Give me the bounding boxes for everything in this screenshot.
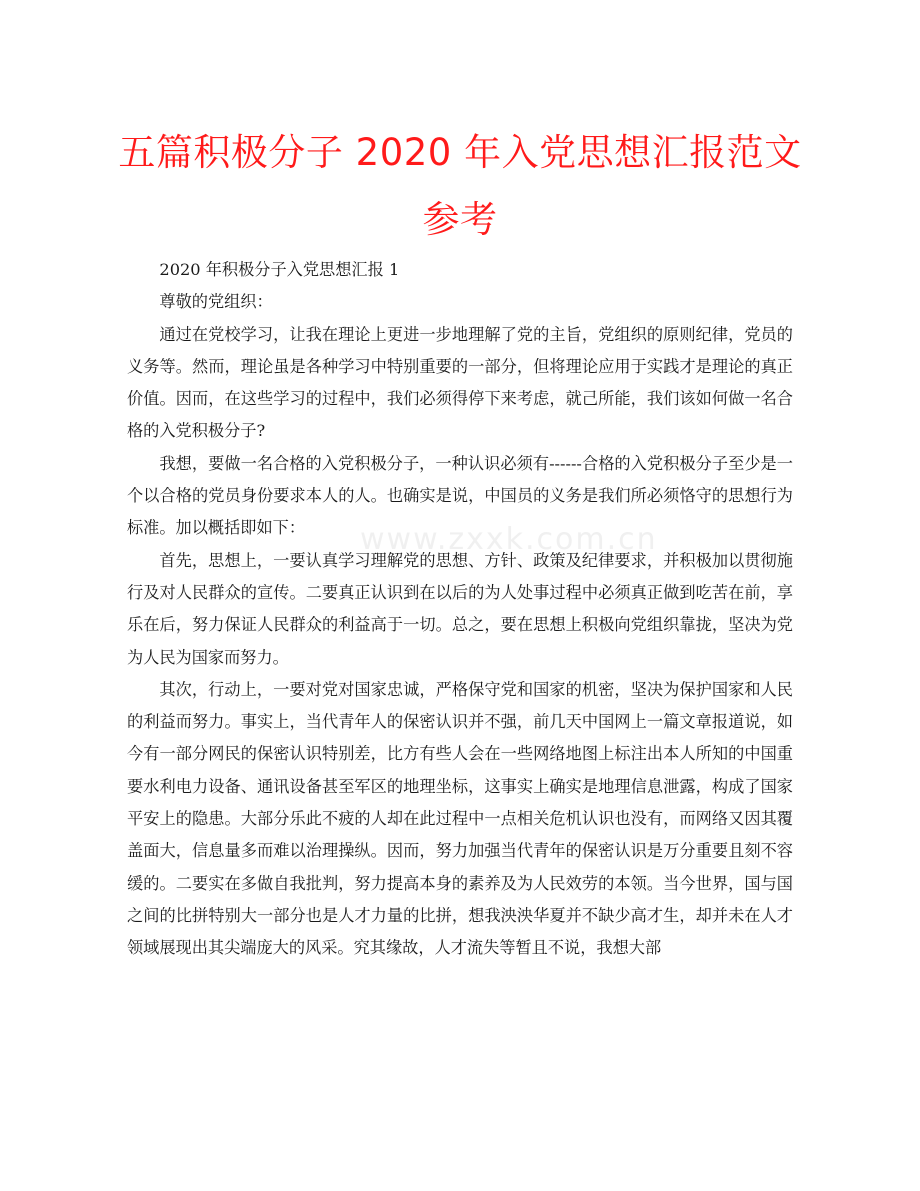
salutation: 尊敬的党组织： [159, 292, 273, 312]
document-body [127, 254, 793, 965]
paragraph: 通过在党校学习，让我在理论上更进一步地理解了党的主旨，党组织的原则纪律，党员的义务等。然而，理论虽是各种学习中特别重要的一部分，但将理论应用于实践才是理论的真正价值。因而，在这些学习的过程中，我们必须得停下来考虑，就己所能，我们该如何做一名合格的入党积极分子? [127, 324, 793, 441]
document-title-continued: 参考 [422, 198, 498, 241]
section-heading: 2020 年积极分子入党思想汇报 1 [159, 260, 400, 279]
paragraph: 首先，思想上，一要认真学习理解党的思想、方针、政策及纪律要求，并积极加以贯彻施行及对人民群众的宣传。二要真正认识到在以后的为人处事过程中必须真正做到吃苦在前，享乐在后，努力保证人民群众的利益高于一切。总之，要在思想上积极向党组织靠拢，坚决为党为人民为国家而努力。 [127, 550, 793, 667]
watermark: www.zxxk.com.cn [360, 522, 658, 557]
paragraph: 我想，要做一名合格的入党积极分子，一种认识必须有------合格的入党积极分子至少是一个以合格的党员身份要求本人的人。也确实是说，中国员的义务是我们所必须恪守的思想行为标准。加以概括即如下： [127, 453, 793, 538]
paragraph: 其次，行动上，一要对党对国家忠诚，严格保守党和国家的机密，坚决为保护国家和人民的利益而努力。事实上，当代青年人的保密认识并不强，前几天中国网上一篇文章报道说，如今有一部分网民的保密认识特别差，比方有些人会在一些网络地图上标注出本人所知的中国重要水利电力设备、通讯设备甚至军区的地理坐标，这事实上确实是地理信息泄露，构成了国家平安上的隐患。大部分乐此不疲的人却在此过程中一点相关危机认识也没有，而网络又因其覆盖面大，信息量多而难以治理操纵。因而，努力加强当代青年的保密认识是万分重要且刻不容缓的。二要实在多做自我批判，努力提高本身的素养及为人民效劳的本领。当今世界，国与国之间的比拼特别大一部分也是人才力量的比拼，想我泱泱华夏并不缺少高才生，却并未在人才领域展现出其尖端庞大的风采。究其缘故，人才流失等暂且不说，我想大部 [127, 679, 793, 958]
document-title: 五篇积极分子 2020 年入党思想汇报范文 [118, 131, 802, 174]
